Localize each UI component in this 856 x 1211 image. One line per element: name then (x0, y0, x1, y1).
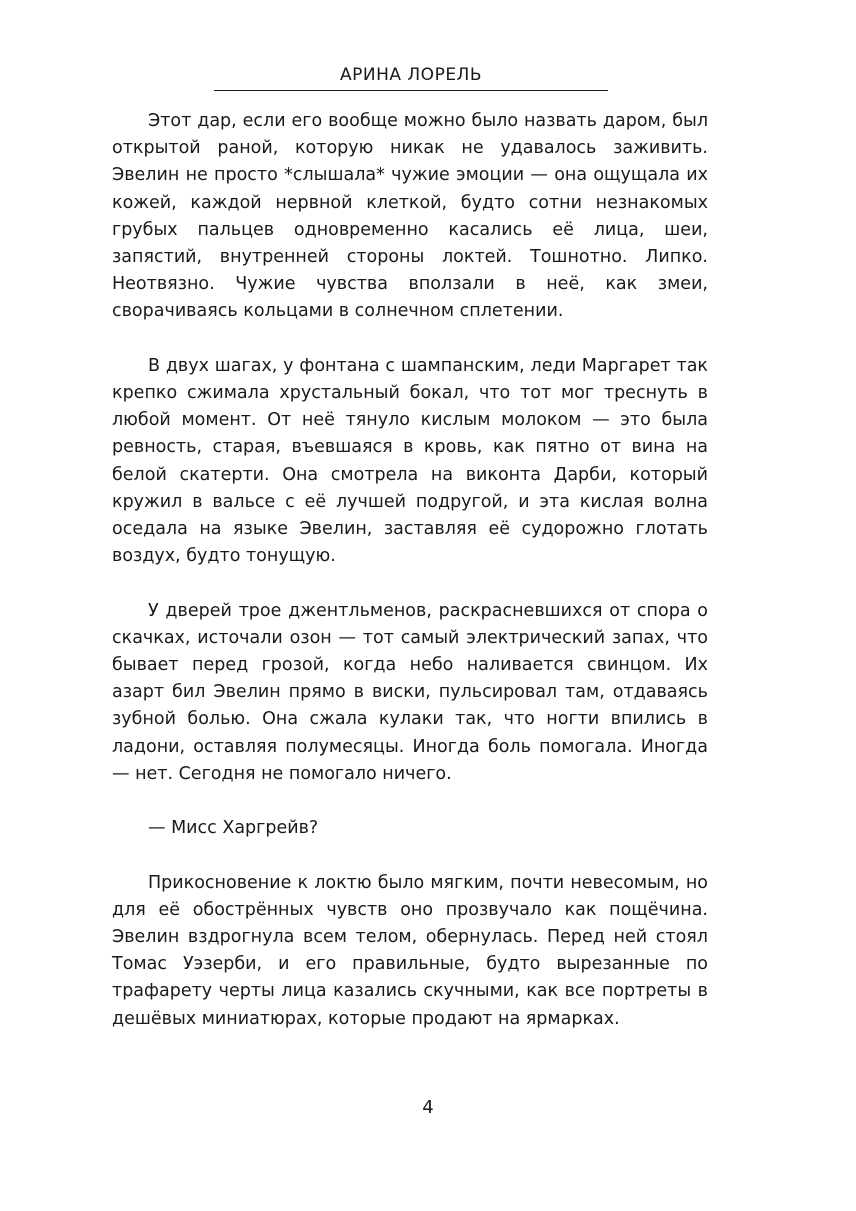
paragraph-gap (112, 788, 708, 815)
paragraph-5: Прикосновение к локтю было мягким, почти невесомым, но для её обострённых чувств оно прозвучало как пощёчина. Эвелин вздрогнула всем телом, обернулась. Перед ней стоял Томас Уэзерби, и его правильные, будто вырезанные по трафарету черты лица казались скучными, как все портреты в дешёвых миниатюрах, которые продают на ярмарках. (112, 872, 708, 1029)
page-number: 4 (422, 1097, 434, 1118)
paragraph-gap (112, 842, 708, 869)
header-rule (214, 90, 608, 91)
paragraph-1: Этот дар, если его вообще можно было назвать даром, был открытой раной, которую никак не удавалось заживить. Эвелин не просто *слышала* чужие эмоции — она ощущала их кожей, каждой нервной клеткой, будто сотни незнакомых грубых пальцев одновременно касались её лица, шеи, запястий, внутренней стороны локтей. Тошнотно. Липко. Неотвязно. Чужие чувства вползали в неё, как змеи, сворачиваясь кольцами в солнечном сплетении. (112, 111, 708, 322)
dialogue-line: — Мисс Харгрейв? (148, 818, 319, 839)
paragraph-2: В двух шагах, у фонтана с шампанским, леди Маргарет так крепко сжимала хрустальный бокал, что тот мог треснуть в любой момент. От неё тянуло кислым молоком — это была ревность, старая, въевшаяся в кровь, как пятно от вина на белой скатерти. Она смотрела на виконта Дарби, который кружил в вальсе с её лучшей подругой, и эта кислая волна оседала на языке Эвелин, заставляя её судорожно глотать воздух, будто тонущую. (112, 355, 708, 567)
body-text (112, 108, 708, 1033)
paragraph-gap (112, 326, 708, 353)
paragraph-3: У дверей трое джентльменов, раскрасневшихся от спора о скачках, источали озон — тот самый электрический запах, что бывает перед грозой, когда небо наливается свинцом. Их азарт бил Эвелин прямо в виски, пульсировал там, отдаваясь зубной болью. Она сжала кулаки так, что ногти впились в ладони, оставляя полумесяцы. Иногда боль помогала. Иногда — нет. Сегодня не помогало ничего. (112, 600, 708, 784)
paragraph-gap (112, 570, 708, 597)
running-head-author: АРИНА ЛОРЕЛЬ (339, 65, 483, 85)
